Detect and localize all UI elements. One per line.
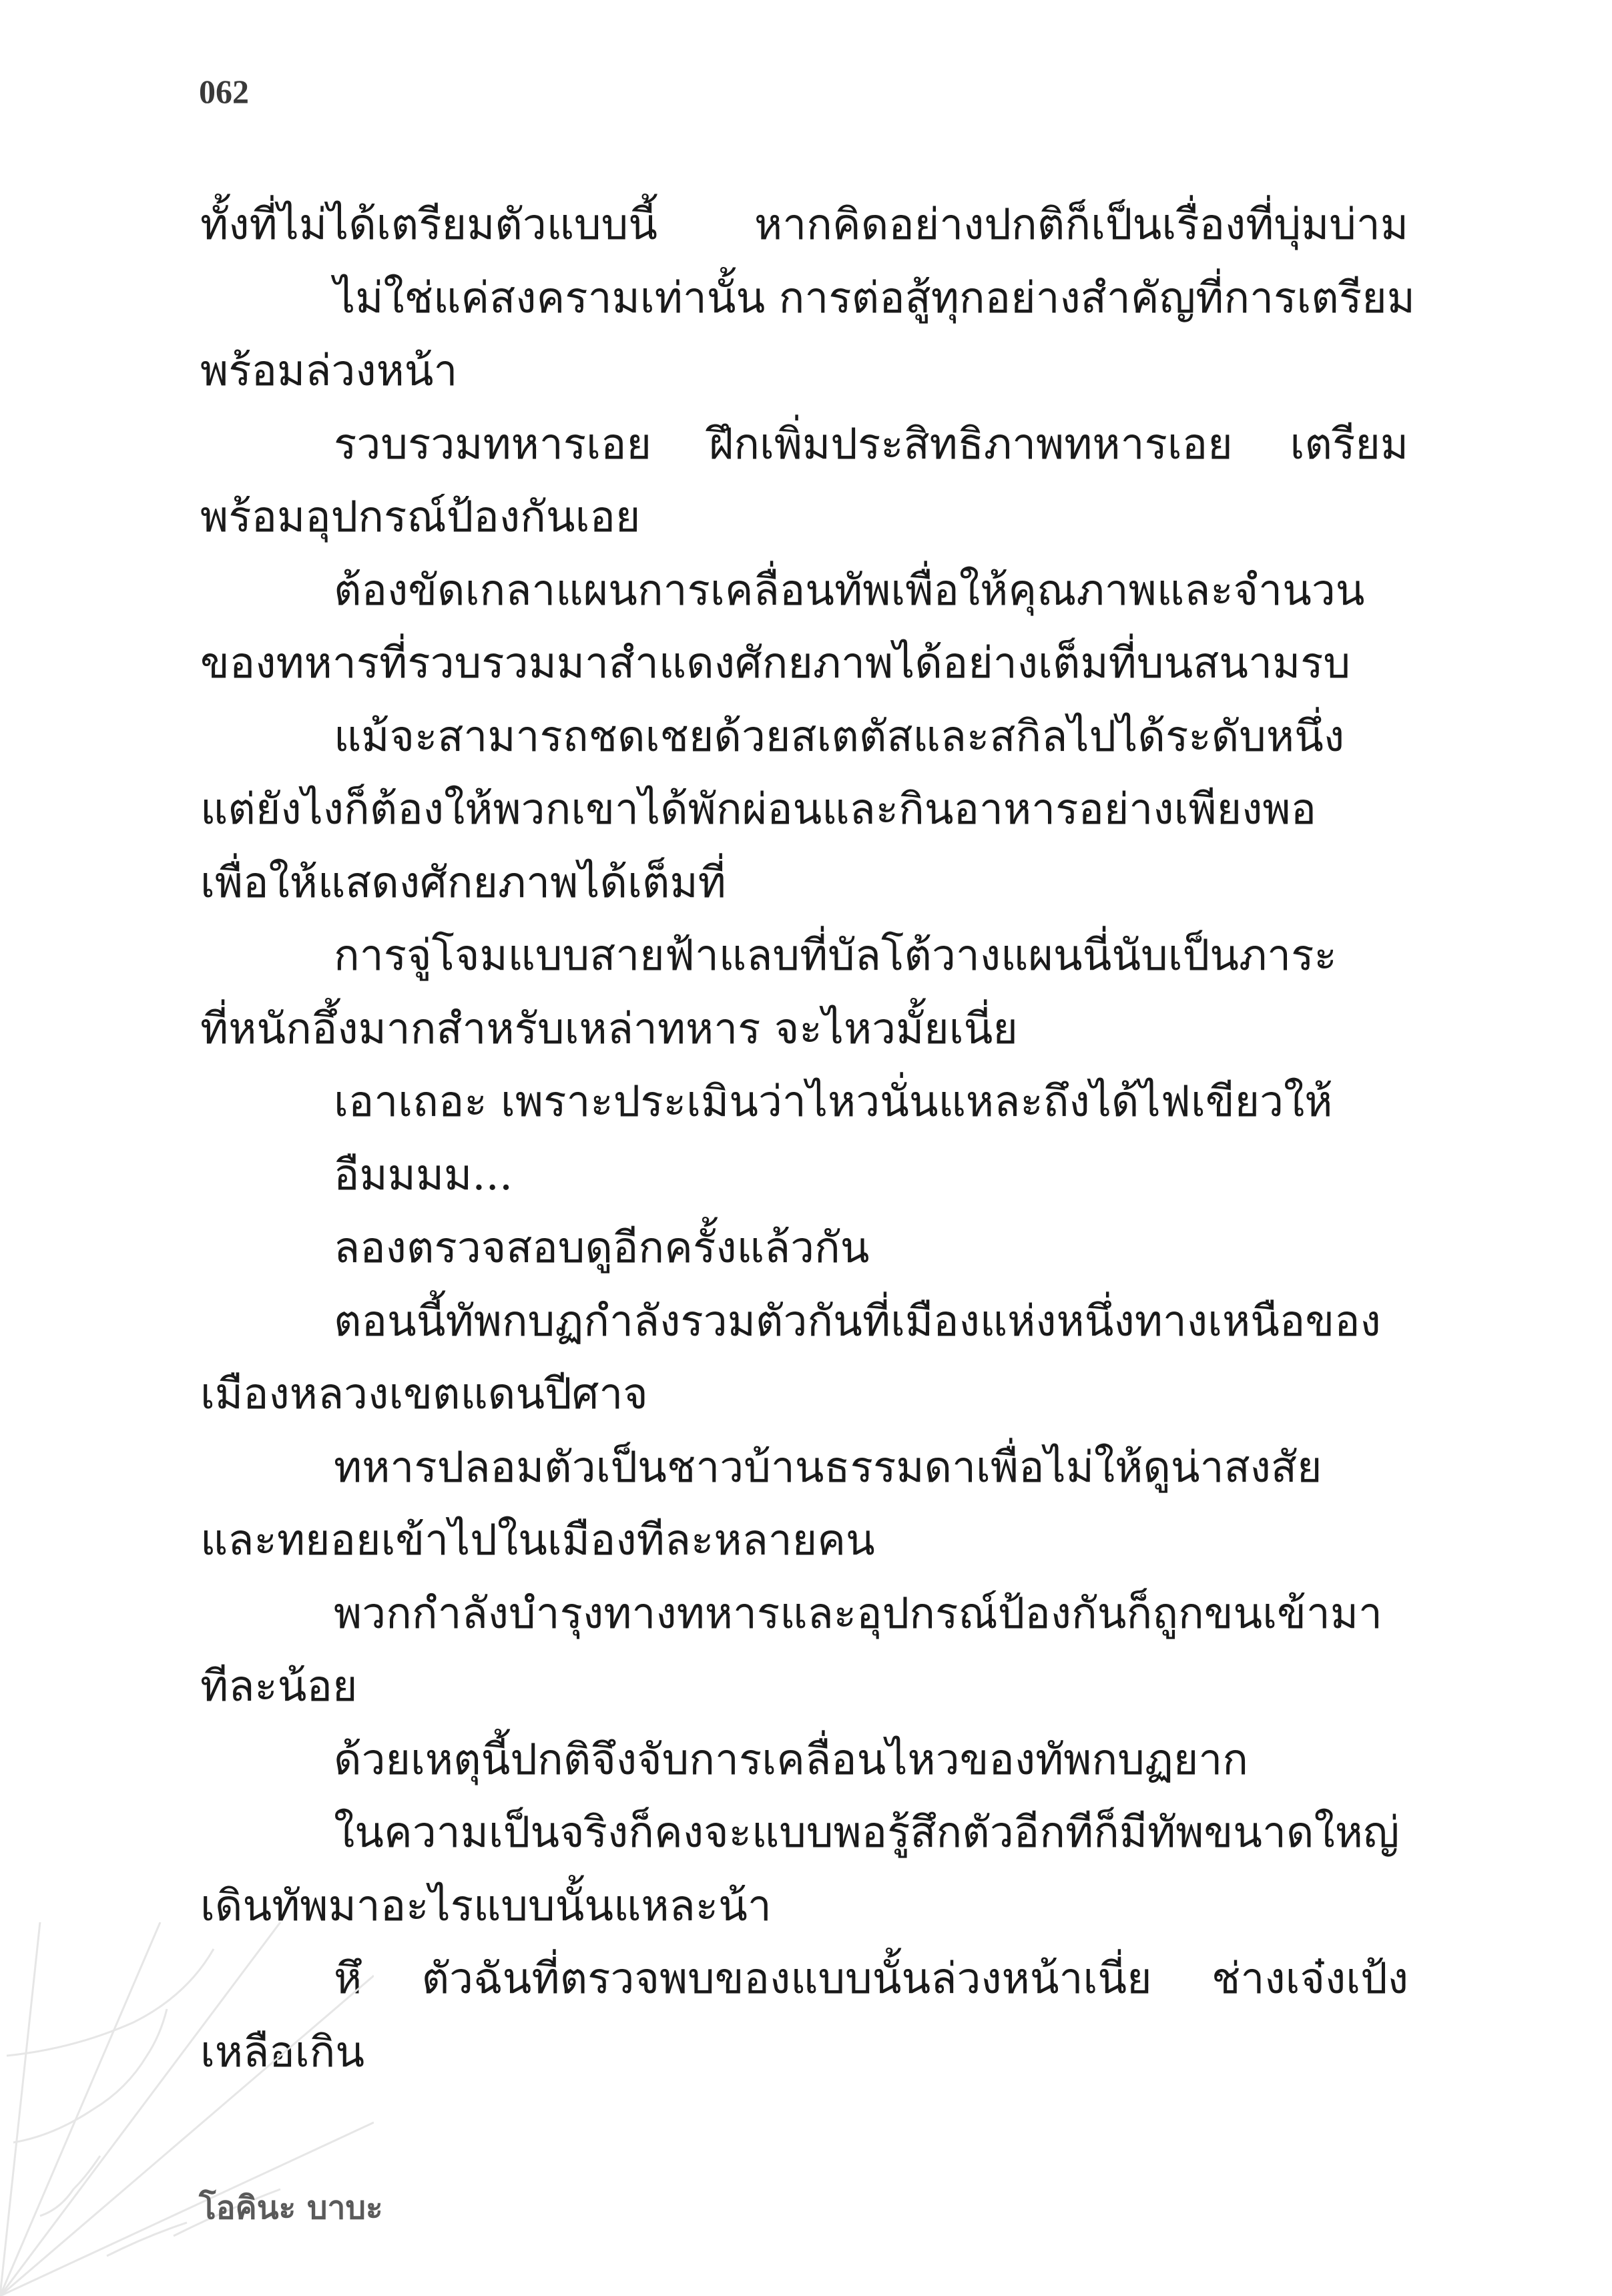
- text-line: หึ ตัวฉันที่ตรวจพบของแบบนั้นล่วงหน้าเนี่ย ช่างเจ๋งเป้ง: [334, 1954, 1408, 2004]
- page-number: 062: [199, 73, 249, 110]
- text-line: ทหารปลอมตัวเป็นชาวบ้านธรรมดาเพื่อไม่ให้ดูน่าสงสัย: [334, 1442, 1322, 1492]
- text-line: การจู่โจมแบบสายฟ้าแลบที่บัลโต้วางแผนนี่นับเป็นภาระ: [334, 931, 1337, 980]
- text-line: พวกกำลังบำรุงทางทหารและอุปกรณ์ป้องกันก็ถูกขนเข้ามา: [334, 1589, 1382, 1639]
- text-line: และทยอยเข้าไปในเมืองทีละหลายคน: [200, 1516, 875, 1565]
- text-line: ของทหารที่รวบรวมมาสำแดงศักยภาพได้อย่างเต็มที่บนสนามรบ: [200, 639, 1351, 688]
- text-line: ทั้งที่ไม่ได้เตรียมตัวแบบนี้ หากคิดอย่างปกติก็เป็นเรื่องที่บุ่มบ่าม: [200, 200, 1408, 250]
- footer-author: โอคินะ บาบะ: [199, 2189, 383, 2227]
- text-line: เดินทัพมาอะไรแบบนั้นแหละน้า: [200, 1881, 772, 1931]
- text-line: ทีละน้อย: [200, 1662, 358, 1711]
- body-text: [200, 189, 1415, 2089]
- text-line: พร้อมอุปกรณ์ป้องกันเอย: [200, 493, 641, 542]
- text-line: อืมมมม...: [334, 1150, 513, 1200]
- text-line: แม้จะสามารถชดเชยด้วยสเตตัสและสกิลไปได้ระดับหนึ่ง: [334, 711, 1345, 762]
- text-line: เอาเถอะ เพราะประเมินว่าไหวนั่นแหละถึงได้ไฟเขียวให้: [334, 1077, 1333, 1127]
- text-line: เมืองหลวงเขตแดนปีศาจ: [200, 1370, 648, 1419]
- text-line: ไม่ใช่แค่สงครามเท่านั้น การต่อสู้ทุกอย่างสำคัญที่การเตรียม: [334, 273, 1415, 323]
- text-line: ตอนนี้ทัพกบฏกำลังรวมตัวกันที่เมืองแห่งหนึ่งทางเหนือของ: [334, 1296, 1381, 1346]
- text-line: ลองตรวจสอบดูอีกครั้งแล้วกัน: [334, 1223, 870, 1273]
- text-line: เหลือเกิน: [200, 2027, 365, 2077]
- text-line: แต่ยังไงก็ต้องให้พวกเขาได้พักผ่อนและกินอาหารอย่างเพียงพอ: [200, 785, 1317, 834]
- text-line: พร้อมล่วงหน้า: [200, 346, 458, 396]
- text-line: ต้องขัดเกลาแผนการเคลื่อนทัพเพื่อให้คุณภาพและจำนวน: [334, 565, 1365, 615]
- text-line: ในความเป็นจริงก็คงจะแบบพอรู้สึกตัวอีกทีก็มีทัพขนาดใหญ่: [334, 1808, 1400, 1857]
- text-line: ด้วยเหตุนี้ปกติจึงจับการเคลื่อนไหวของทัพกบฏยาก: [334, 1735, 1248, 1785]
- text-line: ที่หนักอึ้งมากสำหรับเหล่าทหาร จะไหวมั้ยเนี่ย: [200, 1004, 1018, 1054]
- text-line: เพื่อให้แสดงศักยภาพได้เต็มที่: [200, 858, 726, 908]
- text-line: รวบรวมทหารเอย ฝึกเพิ่มประสิทธิภาพทหารเอย เตรียม: [334, 419, 1408, 469]
- spider-web-icon: [0, 1922, 374, 2296]
